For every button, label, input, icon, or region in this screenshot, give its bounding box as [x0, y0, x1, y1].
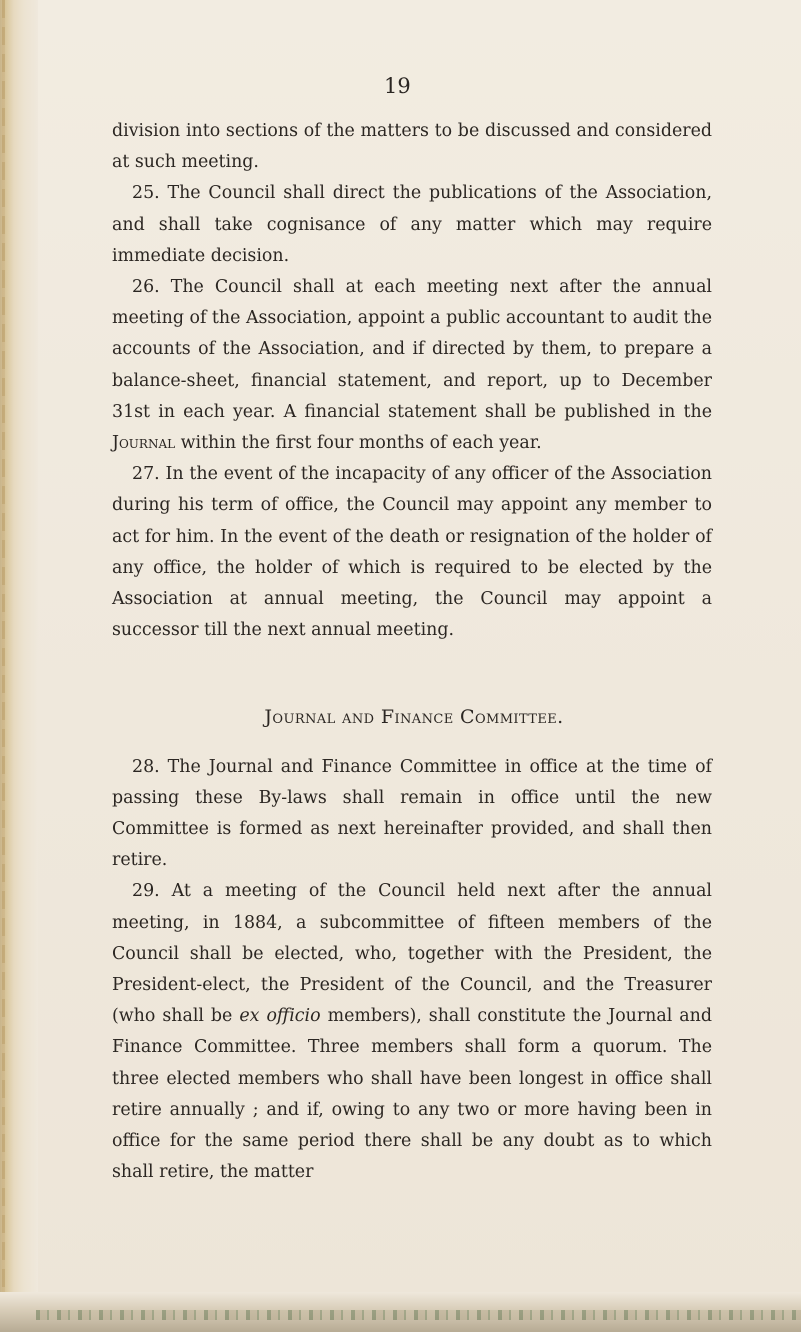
paragraph-29	[112, 876, 712, 1188]
paragraph-26	[112, 272, 712, 459]
section-heading: Journal and Finance Committee.	[264, 706, 564, 729]
body-text	[112, 116, 712, 1189]
paragraph-29-text-a: 29. At a meeting of the Council held next after the annual meeting, in 1884, a subcommittee of fifteen members of the Council shall be elected, who, together with the President, the President-elect, the President of the Council, and the Treasurer (who shall be	[112, 881, 712, 1027]
ex-officio-phrase: ex officio	[239, 1006, 321, 1027]
paragraph-continued: division into sections of the matters to be discussed and considered at such meeting.	[112, 121, 712, 173]
journal-name: Journal	[112, 433, 176, 454]
paragraph-26-text-b: within the first four months of each year.	[180, 433, 542, 454]
paragraph-27: 27. In the event of the incapacity of any officer of the Association during his term of office, the Council may appoint any member to act for him. In the event of the death or resignation of the holder of any office, the holder of which is required to be elected by the Association at annual meeting, the Council may appoint a successor till the next annual meeting.	[112, 464, 712, 641]
paragraph-25: 25. The Council shall direct the publications of the Association, and shall take cognisance of any matter which may require immediate decision.	[112, 183, 712, 266]
paragraph-26-text-a: 26. The Council shall at each meeting next after the annual meeting of the Association, appoint a public accountant to audit the accounts of the Association, and if directed by them, to prepare a balance-sheet, financial statement, and report, up to December 31st in each year. A financial statement shall be published in the	[112, 277, 712, 422]
page-bottom-edge	[0, 1292, 801, 1332]
paragraph-28: 28. The Journal and Finance Committee in office at the time of passing these By-laws shall remain in office until the new Committee is formed as next hereinafter provided, and shall then retire.	[112, 756, 712, 871]
book-spine-shadow	[0, 0, 38, 1332]
page-number: 19	[384, 74, 411, 98]
paragraph-29-text-b: members), shall constitute the Journal and Finance Committee. Three members shall form a quorum. The three elected members who shall have been longest in office shall retire annually ; and if, owing to any two or more having been in office for the same period there shall be any doubt as to which shall retire, the matter	[112, 1006, 712, 1183]
